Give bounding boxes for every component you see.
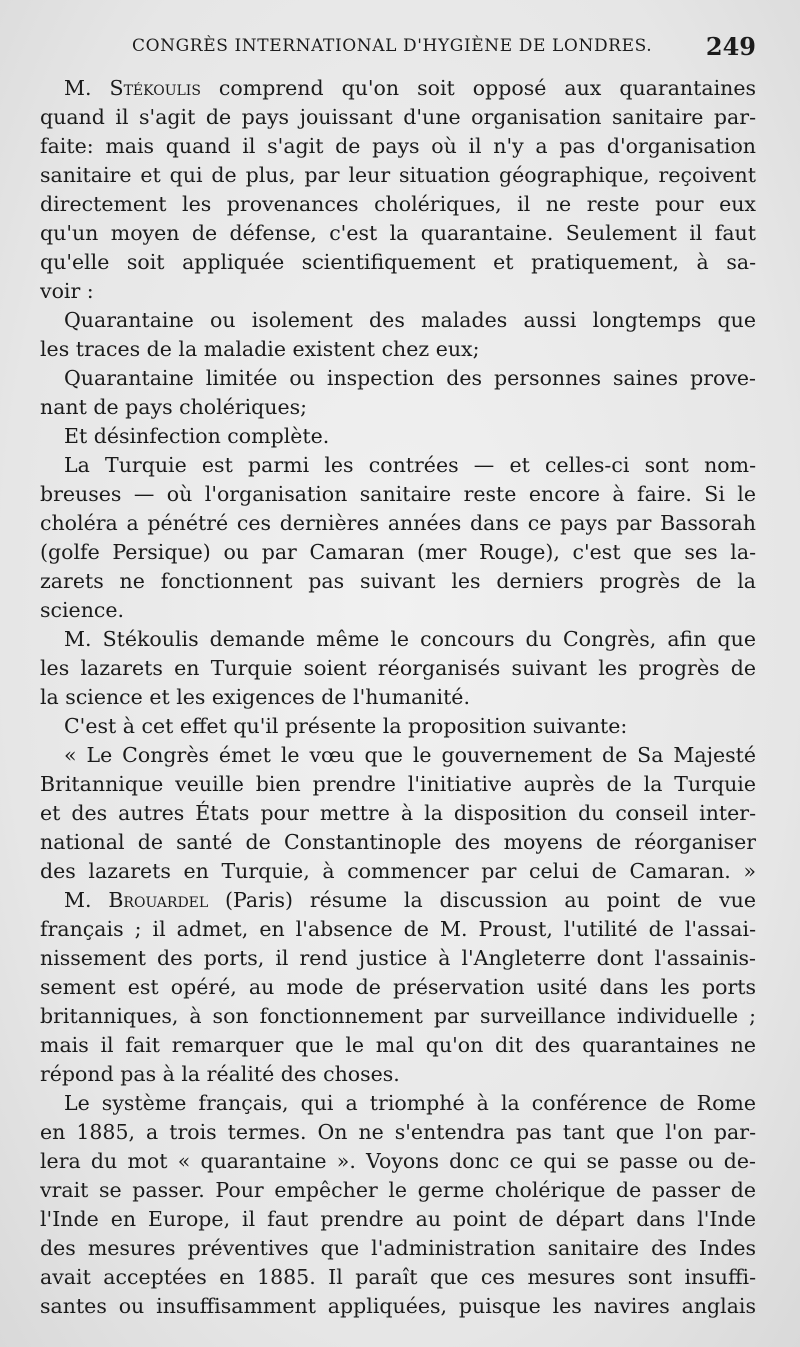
text-line: (golfe Persique) ou par Camaran (mer Rouge), c'est que ses la- <box>40 540 756 564</box>
text-line: breuses — où l'organisation sanitaire reste encore à faire. Si le <box>40 482 756 506</box>
text-line: les lazarets en Turquie soient réorganisés suivant les progrès de <box>40 656 756 680</box>
speaker-name: Brouardel <box>108 888 209 912</box>
text-line: qu'elle soit appliquée scientifiquement et pratiquement, à sa- <box>40 250 756 274</box>
text-line: la science et les exigences de l'humanité. <box>40 685 470 709</box>
text-line: en 1885, a trois termes. On ne s'entendra pas tant que l'on par- <box>40 1120 756 1144</box>
text-line: nant de pays cholériques; <box>40 395 308 419</box>
text-line: français ; il admet, en l'absence de M. Proust, l'utilité de l'assai- <box>40 917 756 941</box>
text-line: faite: mais quand il s'agit de pays où il n'y a pas d'organisation <box>40 134 756 158</box>
page-header <box>40 30 756 66</box>
text-line <box>40 74 756 103</box>
text-line: lera du mot « quarantaine ». Voyons donc ce qui se passe ou de- <box>40 1149 756 1173</box>
text-line: santes ou insuffisamment appliquées, puisque les navires anglais <box>40 1294 756 1318</box>
text-line: des mesures préventives que l'administration sanitaire des Indes <box>40 1236 756 1260</box>
text-line: qu'un moyen de défense, c'est la quarantaine. Seulement il faut <box>40 221 756 245</box>
text-line: Quarantaine ou isolement des malades aussi longtemps que <box>64 308 756 332</box>
text-line: sanitaire et qui de plus, par leur situation géographique, reçoivent <box>40 163 756 187</box>
text-line: nissement des ports, il rend justice à l'Angleterre dont l'assainis- <box>40 946 756 970</box>
body-text <box>40 74 756 1321</box>
text-line: choléra a pénétré ces dernières années dans ce pays par Bassorah <box>40 511 756 535</box>
text-line: national de santé de Constantinople des moyens de réorganiser <box>40 830 756 854</box>
text-line: M. Stékoulis demande même le concours du Congrès, afin que <box>64 627 756 651</box>
text-line: Le système français, qui a triomphé à la conférence de Rome <box>64 1091 756 1115</box>
text-line: voir : <box>40 279 94 303</box>
text-line: avait acceptées en 1885. Il paraît que ces mesures sont insuffi- <box>40 1265 756 1289</box>
line-suffix: comprend qu'on soit opposé aux quarantaines <box>200 76 756 100</box>
line-prefix: M. <box>64 888 109 912</box>
running-head: CONGRÈS INTERNATIONAL D'HYGIÈNE DE LONDRES. <box>132 36 653 56</box>
text-line: sement est opéré, au mode de préservation usité dans les ports <box>40 975 756 999</box>
speaker-name: Stékoulis <box>109 76 201 100</box>
text-line: Et désinfection complète. <box>64 424 330 448</box>
text-line: quand il s'agit de pays jouissant d'une organisation sanitaire par- <box>40 105 756 129</box>
page-number: 249 <box>705 32 756 61</box>
text-line: l'Inde en Europe, il faut prendre au point de départ dans l'Inde <box>40 1207 756 1231</box>
text-line: répond pas à la réalité des choses. <box>40 1062 400 1086</box>
text-line: Quarantaine limitée ou inspection des personnes saines prove- <box>64 366 756 390</box>
text-line: science. <box>40 598 125 622</box>
text-line: mais il fait remarquer que le mal qu'on dit des quarantaines ne <box>40 1033 756 1057</box>
text-line: « Le Congrès émet le vœu que le gouvernement de Sa Majesté <box>64 743 756 767</box>
text-line <box>40 886 756 915</box>
line-suffix: (Paris) résume la discussion au point de vue <box>208 888 756 912</box>
text-line: directement les provenances cholériques, il ne reste pour eux <box>40 192 756 216</box>
text-line: Britannique veuille bien prendre l'initiative auprès de la Turquie <box>40 772 756 796</box>
text-line: les traces de la maladie existent chez eux; <box>40 337 480 361</box>
text-line: vrait se passer. Pour empêcher le germe cholérique de passer de <box>40 1178 756 1202</box>
line-prefix: M. <box>64 76 110 100</box>
text-line: zarets ne fonctionnent pas suivant les derniers progrès de la <box>40 569 756 593</box>
text-line: C'est à cet effet qu'il présente la proposition suivante: <box>64 714 628 738</box>
text-line: et des autres États pour mettre à la disposition du conseil inter- <box>40 801 756 825</box>
text-line: britanniques, à son fonctionnement par surveillance individuelle ; <box>40 1004 756 1028</box>
text-line: La Turquie est parmi les contrées — et celles-ci sont nom- <box>64 453 756 477</box>
text-line: des lazarets en Turquie, à commencer par celui de Camaran. » <box>40 859 756 883</box>
